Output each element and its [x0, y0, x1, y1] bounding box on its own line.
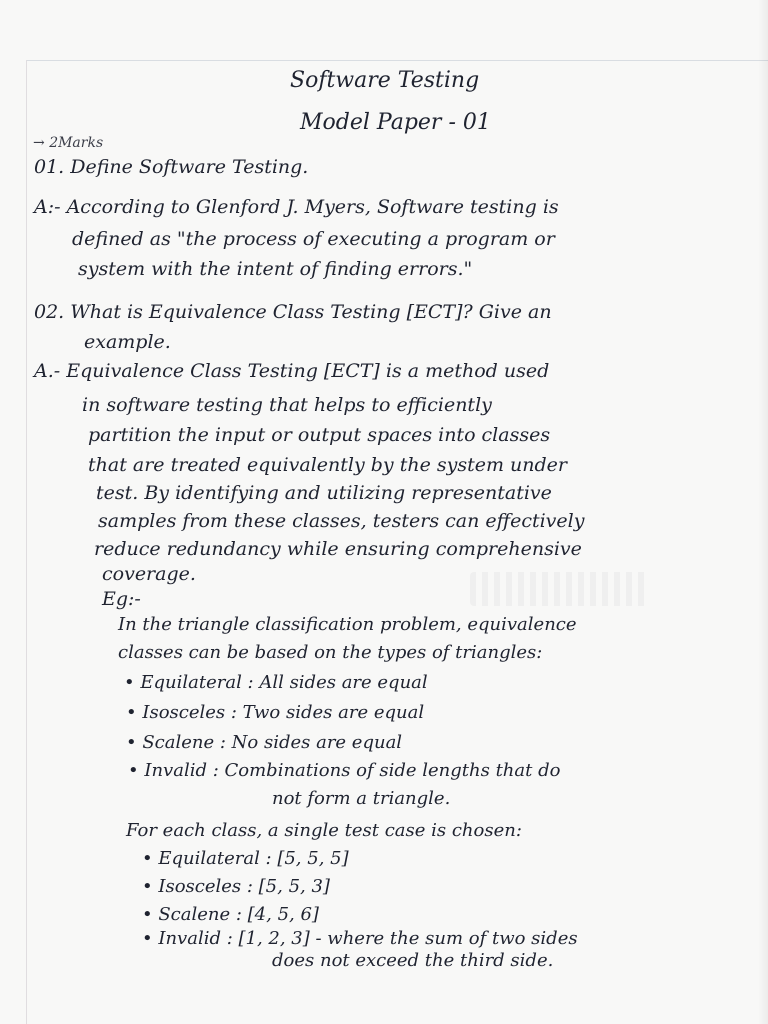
bullet-dot: •	[126, 702, 143, 723]
arrow-bullet: →	[33, 135, 50, 151]
class-item	[128, 762, 560, 780]
example-label: Eg:-	[102, 588, 141, 610]
bullet-dot: •	[142, 848, 159, 869]
question-2-line-1: 02. What is Equivalence Class Testing [ECT]? Give an	[34, 301, 552, 323]
bullet-dot: •	[124, 672, 141, 693]
class-item-continuation: not form a triangle.	[272, 788, 451, 809]
page-edge-shadow	[758, 0, 768, 1024]
test-case-text: Scalene : [4, 5, 6]	[158, 904, 319, 925]
class-item	[124, 674, 428, 692]
answer-2-line-7: reduce redundancy while ensuring comprehensive	[94, 538, 582, 560]
bullet-dot: •	[142, 904, 159, 925]
example-intro-line-2: classes can be based on the types of triangles:	[118, 642, 543, 663]
answer-2-line-4: that are treated equivalently by the system under	[88, 454, 567, 476]
test-case-item	[142, 878, 330, 896]
page-title: Software Testing	[290, 68, 480, 93]
bullet-dot: •	[142, 876, 159, 897]
test-case-text: Invalid : [1, 2, 3] - where the sum of two sides	[158, 928, 578, 949]
answer-2-line-1: A.- Equivalence Class Testing [ECT] is a method used	[34, 360, 550, 382]
bleed-through-marks	[470, 572, 650, 606]
class-item-text: Scalene : No sides are equal	[142, 732, 403, 753]
page-subtitle: Model Paper - 01	[300, 110, 491, 135]
answer-2-line-2: in software testing that helps to efficiently	[82, 394, 492, 416]
marks-note-text: 2Marks	[49, 135, 104, 151]
bullet-dot: •	[142, 928, 159, 949]
marks-note	[33, 136, 103, 150]
class-item-text: Isosceles : Two sides are equal	[142, 702, 425, 723]
answer-1-line-1: A:- According to Glenford J. Myers, Software testing is	[34, 196, 559, 218]
test-case-text: Isosceles : [5, 5, 3]	[158, 876, 330, 897]
example-intro-line-1: In the triangle classification problem, equivalence	[118, 614, 577, 635]
test-case-item	[142, 930, 578, 948]
class-item-text: Equilateral : All sides are equal	[140, 672, 428, 693]
answer-1-line-3: system with the intent of finding errors."	[78, 258, 473, 280]
answer-2-line-8: coverage.	[102, 563, 196, 585]
class-item-text: Invalid : Combinations of side lengths that do	[144, 760, 561, 781]
test-case-intro: For each class, a single test case is chosen:	[126, 820, 522, 841]
answer-2-line-6: samples from these classes, testers can effectively	[98, 510, 585, 532]
test-case-item	[142, 850, 349, 868]
answer-2-line-3: partition the input or output spaces into classes	[88, 424, 551, 446]
answer-2-line-5: test. By identifying and utilizing representative	[96, 482, 552, 504]
test-case-item	[142, 906, 319, 924]
question-2-line-2: example.	[84, 331, 171, 353]
class-item	[126, 704, 424, 722]
top-ruled-line	[26, 60, 768, 61]
bullet-dot: •	[128, 760, 145, 781]
test-case-text: Equilateral : [5, 5, 5]	[158, 848, 349, 869]
left-margin-line	[26, 60, 27, 1024]
test-case-continuation: does not exceed the third side.	[272, 950, 554, 971]
class-item	[126, 734, 402, 752]
answer-1-line-2: defined as "the process of executing a program or	[72, 228, 555, 250]
bullet-dot: •	[126, 732, 143, 753]
question-1: 01. Define Software Testing.	[34, 156, 309, 178]
